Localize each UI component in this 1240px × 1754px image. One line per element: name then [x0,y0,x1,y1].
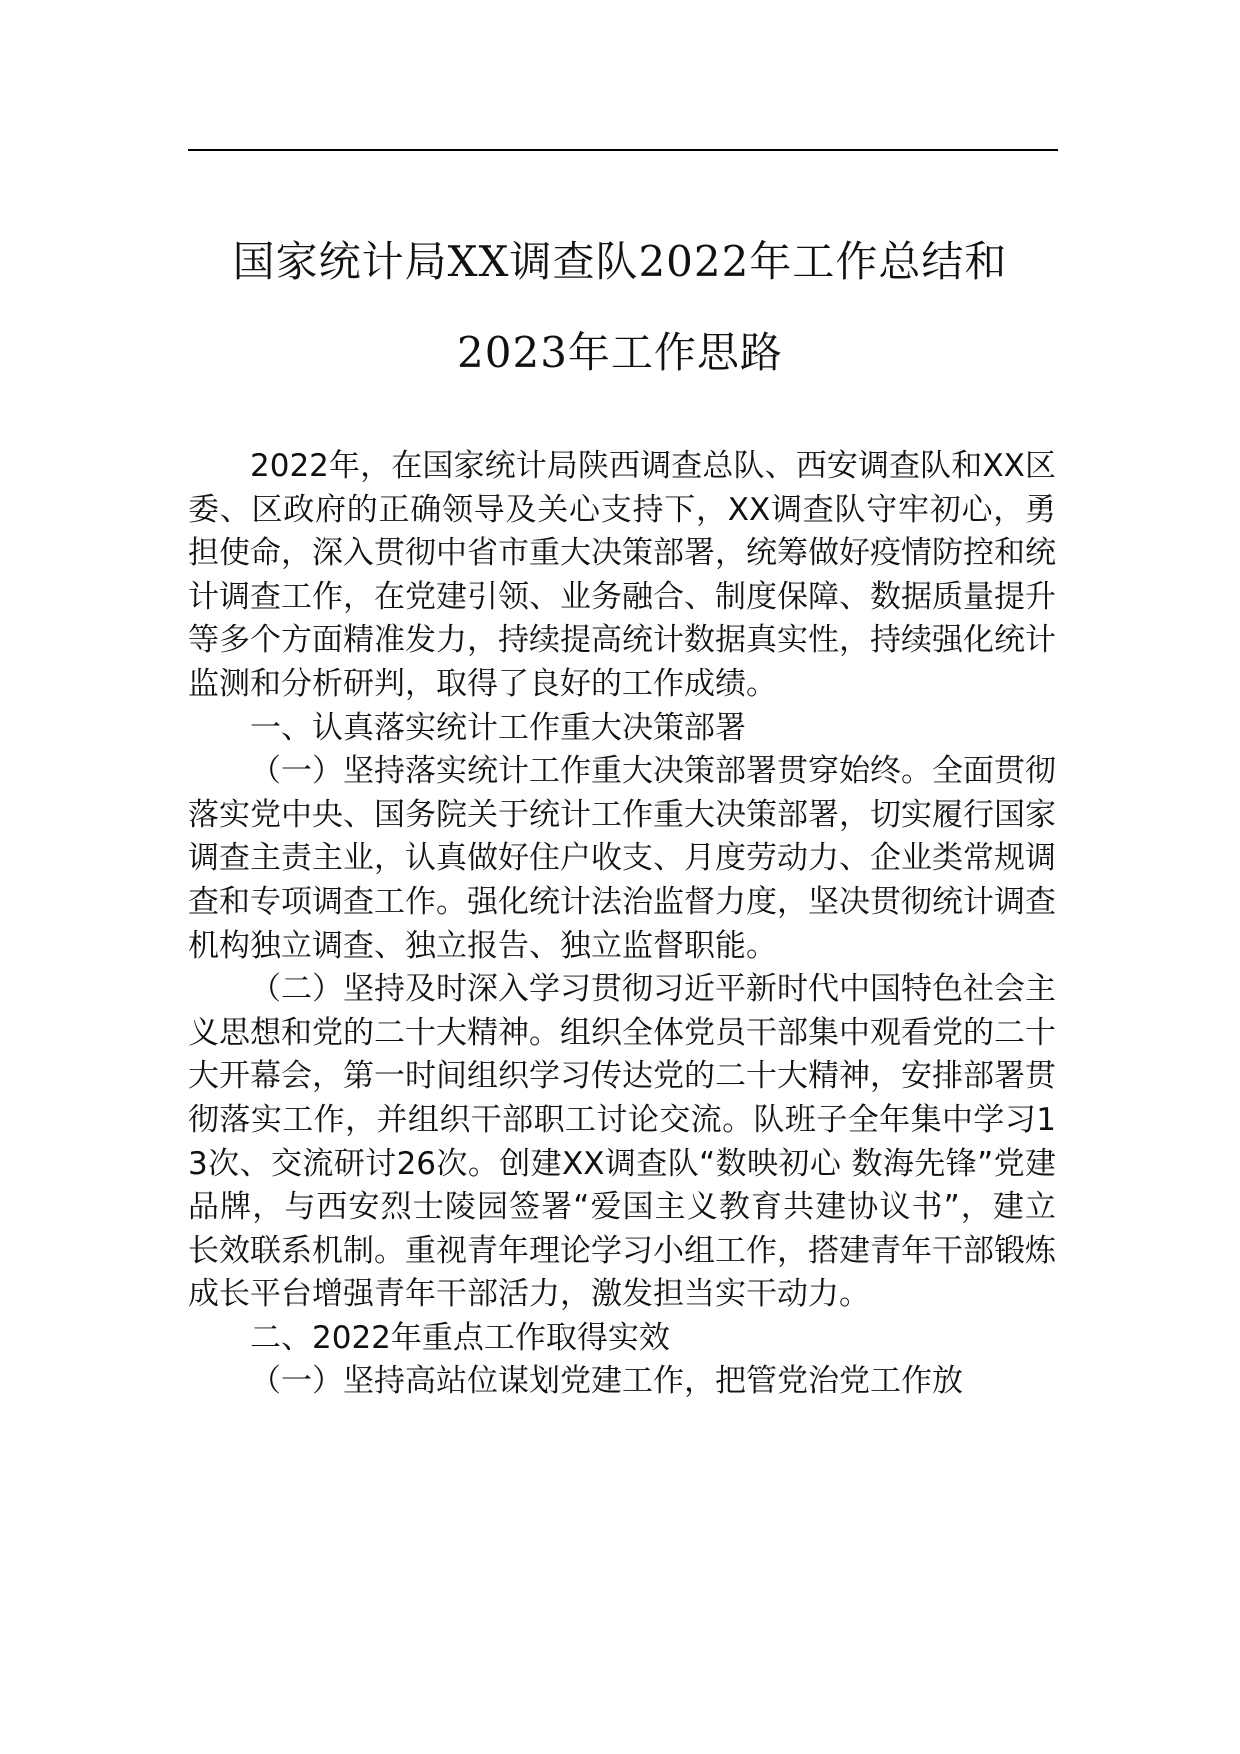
document-title-line-1: 国家统计局XX调查队2022年工作总结和 [232,237,1008,286]
section-heading-1: 一、认真落实统计工作重大决策部署 [250,709,746,746]
subsection-paragraph-2-1: （一）坚持高站位谋划党建工作，把管党治党工作放 [250,1363,963,1400]
subsection-paragraph-1-1: （一）坚持落实统计工作重大决策部署贯穿始终。全面贯彻落实党中央、国务院关于统计工作重大决策部署，切实履行国家调查主责主业，认真做好住户收支、月度劳动力、企业类常规调查和专项调查工作。强化统计法治监督力度，坚决贯彻统计调查机构独立调查、独立报告、独立监督职能。 [188,753,1056,964]
document-body [188,445,1056,1404]
document-title-line-2: 2023年工作思路 [457,328,783,377]
intro-paragraph: 2022年，在国家统计局陕西调查总队、西安调查队和XX区委、区政府的正确领导及关心支持下，XX调查队守牢初心，勇担使命，深入贯彻中省市重大决策部署，统筹做好疫情防控和统计调查工作，在党建引领、业务融合、制度保障、数据质量提升等多个方面精准发力，持续提高统计数据真实性，持续强化统计监测和分析研判，取得了良好的工作成绩。 [188,448,1056,702]
subsection-paragraph-1-2: （二）坚持及时深入学习贯彻习近平新时代中国特色社会主义思想和党的二十大精神。组织全体党员干部集中观看党的二十大开幕会，第一时间组织学习传达党的二十大精神，安排部署贯彻落实工作，并组织干部职工讨论交流。队班子全年集中学习13次、交流研讨26次。创建XX调查队“数映初心 数海先锋”党建品牌，与西安烈士陵园签署“爱国主义教育共建协议书”，建立长效联系机制。重视青年理论学习小组工作，搭建青年干部锻炼成长平台增强青年干部活力，激发担当实干动力。 [188,971,1056,1313]
section-heading-2: 二、2022年重点工作取得实效 [250,1319,670,1356]
header-rule [188,149,1058,151]
